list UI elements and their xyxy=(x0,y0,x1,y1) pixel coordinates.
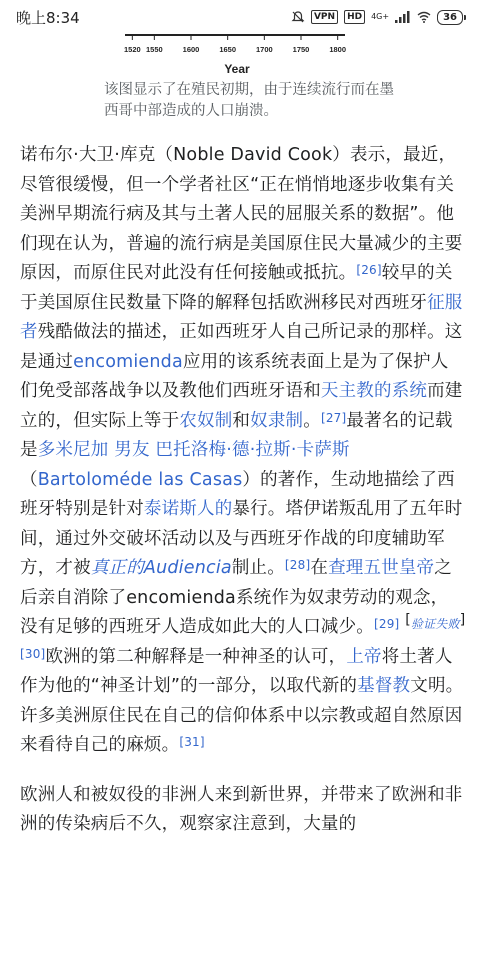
text: 诺布尔·大卫·库克（Noble David Cook）表示，最近，尽管很缓慢，但一个学者社区“正在悄悄地逐步收集有关美洲早期流行病及其与土著人民的屈服关系的数据”。他们现在认为，普遍的流行病是美国原住民大量减少的主要原因，而原住民对此没有任何接触或抵抗。 xyxy=(20,145,463,283)
mute-icon xyxy=(291,10,305,24)
vpn-badge: VPN xyxy=(311,10,338,24)
link-bartolome[interactable]: Bartoloméde las Casas xyxy=(37,469,243,490)
text: 制止。 xyxy=(231,558,285,578)
link-taino[interactable]: 泰诺斯人的 xyxy=(143,499,233,519)
text: 。 xyxy=(303,410,321,431)
chart-tick-label: 1520 xyxy=(123,45,141,54)
chart-tick-label: 1650 xyxy=(219,45,237,54)
text: 欧洲的第二种解释是一种神圣的认可， xyxy=(45,646,347,667)
link-charles-v[interactable]: 查理五世皇帝 xyxy=(328,558,435,578)
ref-29[interactable]: [29] xyxy=(374,617,400,631)
text: （ xyxy=(20,469,38,490)
text: 暴行。塔伊诺叛乱用了五年时间，通过外交破坏活动以及与西班牙作战的印度辅助军方，才被 xyxy=(20,499,463,578)
text: 而建立的，但实际上等于 xyxy=(20,381,463,431)
link-las-casas[interactable]: 多米尼加 男友 巴托洛梅·德·拉斯·卡萨斯 xyxy=(37,440,350,460)
bracket-left: [ xyxy=(405,612,411,628)
ref-31[interactable]: [31] xyxy=(179,735,205,749)
ref-30[interactable]: [30] xyxy=(20,646,46,661)
battery-icon xyxy=(437,10,466,25)
link-christianity[interactable]: 基督教 xyxy=(357,676,411,696)
chart-tick-label: 1700 xyxy=(255,45,273,54)
text: 之后亲自消除了encomienda系统作为奴隶劳动的观念，没有足够的西班牙人造成如此大的人口减少。 xyxy=(20,558,452,637)
text: 和 xyxy=(232,410,251,431)
battery-level: 36 xyxy=(437,10,463,25)
text: 在 xyxy=(310,558,329,578)
link-serfdom[interactable]: 农奴制 xyxy=(179,410,233,431)
article-body xyxy=(20,141,466,840)
text: 最著名的记载是 xyxy=(20,410,453,460)
ref-28[interactable]: [28] xyxy=(284,558,311,572)
chart-tick-label: 1750 xyxy=(292,45,310,54)
link-catholic-system[interactable]: 天主教的系统 xyxy=(320,381,428,401)
wifi-icon xyxy=(417,11,431,23)
ref-26[interactable]: [26] xyxy=(356,263,382,277)
image-caption: 该图显示了在殖民初期，由于连续流行而在墨西哥中部造成的人口崩溃。 xyxy=(104,82,394,119)
hd-badge: HD xyxy=(344,10,365,24)
chart-x-label: Year xyxy=(224,62,250,76)
status-time: 晚上8:34 xyxy=(16,8,80,27)
chart-tick-label: 1600 xyxy=(182,45,200,54)
status-icons xyxy=(291,10,466,25)
chart-tick-label: 1550 xyxy=(145,45,163,54)
text: 将土著人作为他的“神圣计划”的一部分，以取代新的 xyxy=(20,646,453,696)
bracket-right: ] xyxy=(459,612,466,628)
text: 应用的该系统表面上是为了保护人们免受部落战争以及教他们西班牙语和 xyxy=(20,351,449,401)
paragraph-2: 欧洲人和被奴役的非洲人来到新世界，并带来了欧洲和非洲的传染病后不久，观察家注意到，大量的 xyxy=(20,784,463,834)
chart-tick-label: 1800 xyxy=(329,45,347,54)
status-bar xyxy=(0,0,480,34)
ref-27[interactable]: [27] xyxy=(320,410,347,425)
text: 残酷做法的描述，正如西班牙人自己所记录的那样。这是通过 xyxy=(20,322,463,372)
population-chart xyxy=(120,30,350,76)
text: 较早的关于美国原住民数量下降的解释包括欧洲移民对西班牙 xyxy=(20,263,453,313)
link-slavery[interactable]: 奴隶制 xyxy=(250,410,304,431)
text: ）的著作，生动地描绘了西班牙特别是针对 xyxy=(20,469,455,519)
paragraph-1 xyxy=(20,141,466,761)
verification-failed-note[interactable]: 验证失败 xyxy=(410,617,460,631)
network-4g-icon: 4G+ xyxy=(371,12,390,21)
signal-icon xyxy=(395,11,411,23)
link-audiencia[interactable]: 真正的Audiencia xyxy=(90,558,232,578)
text: 文明。许多美洲原住民在自己的信仰体系中以宗教或超自然原因来看待自己的麻烦。 xyxy=(20,676,464,755)
link-god[interactable]: 上帝 xyxy=(346,646,382,667)
link-encomienda[interactable]: encomienda xyxy=(73,351,183,372)
link-conquistador[interactable]: 征服者 xyxy=(20,292,463,342)
